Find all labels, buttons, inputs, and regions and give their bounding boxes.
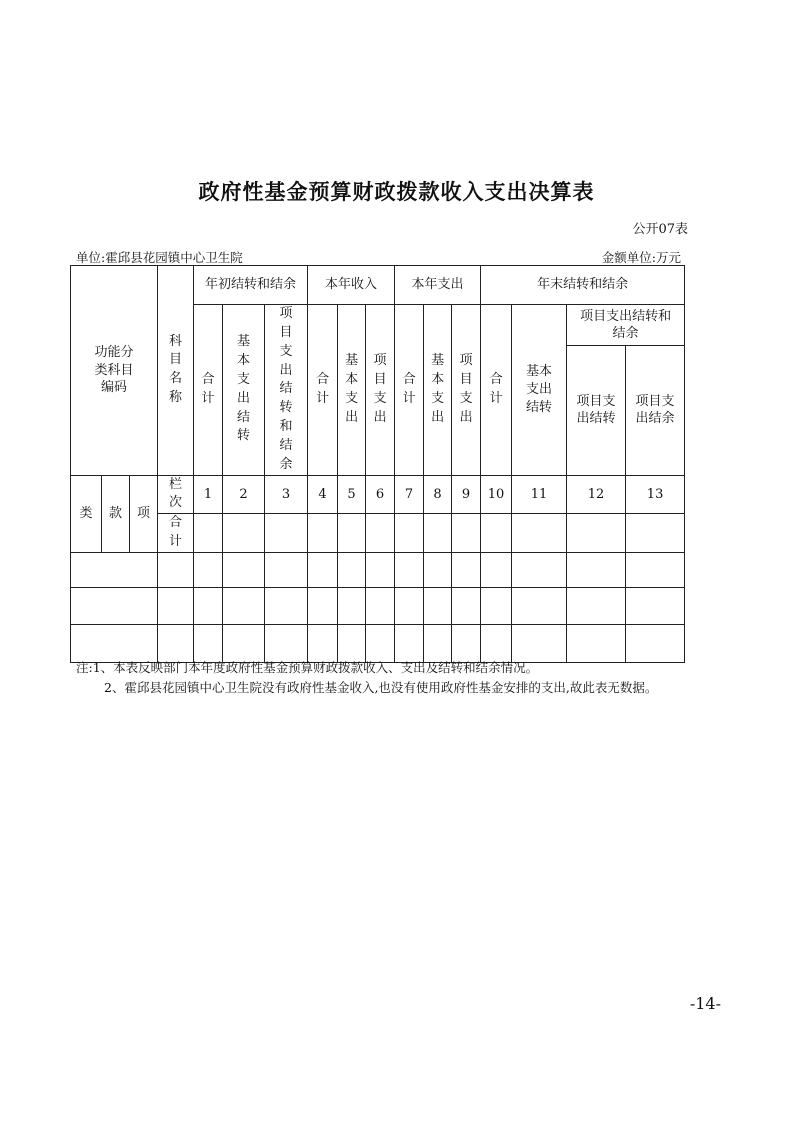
col-number: 12 [567, 475, 626, 514]
expense-basic-header: 基本支出 [424, 305, 452, 476]
group-begin-header: 年初结转和结余 [194, 266, 308, 305]
income-project-header: 项目支出 [366, 305, 395, 476]
table-cell [158, 624, 194, 662]
group-income-header: 本年收入 [308, 266, 395, 305]
col-number: 9 [452, 475, 481, 514]
table-cell [71, 552, 158, 587]
lanci-label: 栏次 [158, 475, 194, 514]
page-title: 政府性基金预算财政拨款收入支出决算表 [198, 180, 595, 204]
table-cell [424, 514, 452, 553]
cat-kuan-label: 款 [102, 475, 130, 552]
heji-label: 合计 [158, 514, 194, 553]
col-number: 3 [265, 475, 308, 514]
table-cell [158, 587, 194, 624]
form-code: 公开07表 [632, 222, 688, 237]
table-cell [567, 514, 626, 553]
table-cell [71, 587, 158, 624]
col-number: 2 [223, 475, 265, 514]
budget-table [70, 265, 685, 663]
end-project-balance-header: 项目支出结余 [626, 346, 685, 475]
unit-label: 单位:霍邱县花园镇中心卫生院 [76, 250, 243, 265]
begin-total-header: 合计 [194, 305, 223, 476]
amount-unit-label: 金额单位:万元 [601, 250, 681, 265]
col-number: 4 [308, 475, 338, 514]
group-expense-header: 本年支出 [395, 266, 481, 305]
table-cell [223, 514, 265, 553]
page-number: -14- [689, 994, 721, 1013]
end-basic-carry-header: 基本支出结转 [512, 305, 567, 476]
func-code-header: 功能分类科目编码 [71, 266, 158, 476]
note-1: 注:1、本表反映部门本年度政府性基金预算财政拨款收入、支出及结转和结余情况。 [76, 660, 539, 675]
col-number: 10 [481, 475, 512, 514]
subject-name-header: 科目名称 [158, 266, 194, 476]
expense-total-header: 合计 [395, 305, 424, 476]
col-number: 7 [395, 475, 424, 514]
table-cell [481, 514, 512, 553]
table-cell [158, 552, 194, 587]
expense-project-header: 项目支出 [452, 305, 481, 476]
col-number: 11 [512, 475, 567, 514]
table-cell [626, 514, 685, 553]
table-cell [512, 514, 567, 553]
begin-basic-carry-header: 基本支出结转 [223, 305, 265, 476]
end-project-carry-header: 项目支出结转 [567, 346, 626, 475]
cat-lei-label: 类 [71, 475, 102, 552]
cat-xiang-label: 项 [130, 475, 158, 552]
table-row [71, 587, 685, 624]
note-2: 2、霍邱县花园镇中心卫生院没有政府性基金收入,也没有使用政府性基金安排的支出,故此表无数据。 [104, 680, 658, 695]
end-project-group-header: 项目支出结转和结余 [567, 305, 685, 346]
col-number: 13 [626, 475, 685, 514]
col-number: 8 [424, 475, 452, 514]
table-cell [308, 514, 338, 553]
group-end-header: 年末结转和结余 [481, 266, 685, 305]
income-basic-header: 基本支出 [338, 305, 366, 476]
table-cell [71, 624, 158, 662]
table-cell [194, 514, 223, 553]
col-number: 1 [194, 475, 223, 514]
col-number: 5 [338, 475, 366, 514]
table-cell [366, 514, 395, 553]
col-number: 6 [366, 475, 395, 514]
income-total-header: 合计 [308, 305, 338, 476]
table-cell [265, 514, 308, 553]
end-total-header: 合计 [481, 305, 512, 476]
table-cell [452, 514, 481, 553]
table-cell [395, 514, 424, 553]
table-row [71, 624, 685, 662]
notes [76, 658, 657, 698]
begin-project-header: 项目支出结转和结余 [265, 305, 308, 476]
table-row [71, 552, 685, 587]
table-cell [338, 514, 366, 553]
